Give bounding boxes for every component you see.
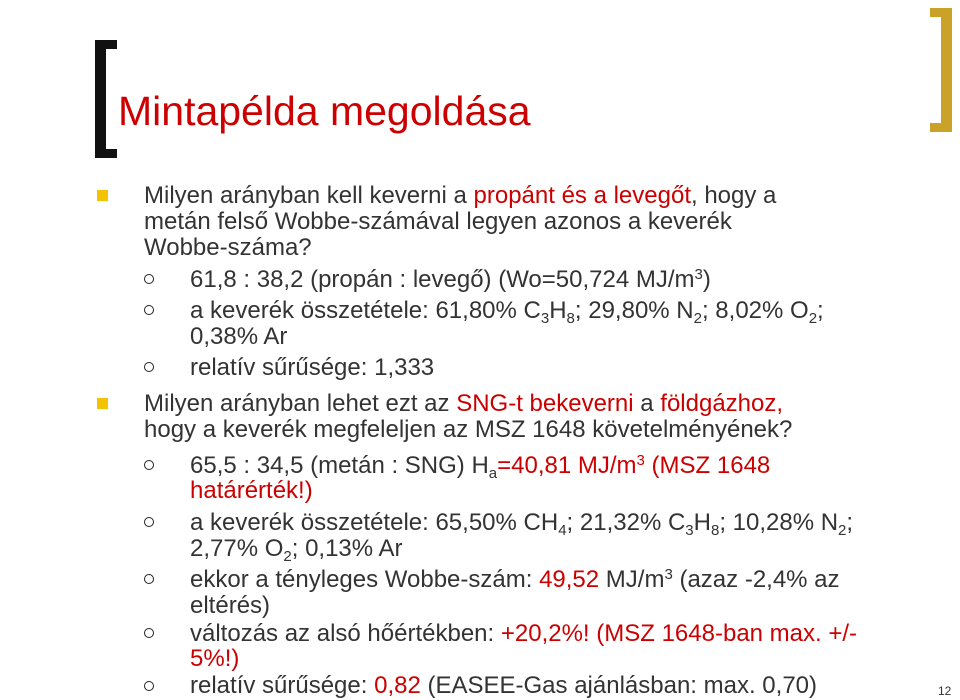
text: ; 29,80% N xyxy=(574,297,694,324)
page-number: 12 xyxy=(938,684,952,698)
right-bracket-decoration xyxy=(930,8,952,132)
text: a keverék összetétele: 61,80% C xyxy=(190,297,541,324)
highlight-propane-air: propánt és a levegőt xyxy=(473,182,691,209)
subscript: 8 xyxy=(566,310,575,327)
text: a xyxy=(633,390,661,417)
sub-bullet-2-line-1 xyxy=(190,297,824,327)
subscript: 3 xyxy=(540,310,550,327)
subscript: 2 xyxy=(808,310,818,327)
sub-bullet-2-line-2: 0,38% Ar xyxy=(190,323,288,350)
text: 2,77% O xyxy=(190,535,284,562)
subscript: 8 xyxy=(710,522,720,539)
sub-bullet-6-line-2: eltérés) xyxy=(190,592,271,619)
text: változás az alsó hőértékben: xyxy=(190,620,501,647)
subscript: 2 xyxy=(838,522,847,539)
sub-bullet-6-line-1 xyxy=(190,566,840,593)
sub-bullet-7-line-1 xyxy=(190,620,857,647)
highlight-natural-gas: földgázhoz, xyxy=(660,390,784,417)
text: ; xyxy=(817,297,824,324)
text: H xyxy=(549,297,567,324)
text: 61,8 : 38,2 (propán : levegő) (Wo=50,724 MJ/m xyxy=(190,266,695,293)
highlight-wobbe-value: 49,52 xyxy=(539,566,600,593)
highlight-sng: SNG-t bekeverni xyxy=(456,390,634,417)
sub-bullet-3: relatív sűrűsége: 1,333 xyxy=(190,354,435,381)
text: (azaz -2,4% az xyxy=(672,566,840,593)
circle-bullet-icon xyxy=(144,305,154,315)
text: ; 0,13% Ar xyxy=(291,535,403,562)
circle-bullet-icon xyxy=(144,460,154,470)
text: ekkor a tényleges Wobbe-szám: xyxy=(190,566,540,593)
highlight-value: =40,81 MJ/m xyxy=(497,452,637,479)
sub-bullet-4-line-2: határérték!) xyxy=(190,477,313,504)
sub-bullet-5-line-1 xyxy=(190,509,854,539)
sub-bullet-4-line-1 xyxy=(190,452,771,482)
text: ; 21,32% C xyxy=(566,509,686,536)
circle-bullet-icon xyxy=(144,362,154,372)
slide-title: Mintapélda megoldása xyxy=(118,88,531,134)
highlight-standard: (MSZ 1648 xyxy=(644,452,771,479)
circle-bullet-icon xyxy=(144,517,154,527)
bullet-1-line-1 xyxy=(144,182,776,209)
subscript: 2 xyxy=(283,548,292,565)
text: relatív sűrűsége: xyxy=(190,672,375,699)
superscript: 3 xyxy=(636,452,645,469)
text: (EASEE-Gas ajánlásban: max. 0,70) xyxy=(420,672,817,699)
subscript: 2 xyxy=(693,310,702,327)
highlight-change: +20,2%! xyxy=(500,620,590,647)
sub-bullet-5-line-2 xyxy=(190,535,403,565)
highlight-density: 0,82 xyxy=(374,672,421,699)
left-bracket-decoration xyxy=(95,40,117,158)
text: ; 10,28% N xyxy=(719,509,839,536)
text: a keverék összetétele: 65,50% CH xyxy=(190,509,559,536)
superscript: 3 xyxy=(694,266,703,283)
text: Milyen arányban lehet ezt az xyxy=(144,390,457,417)
subscript: 4 xyxy=(558,522,567,539)
circle-bullet-icon xyxy=(144,628,154,638)
text: MJ/m xyxy=(599,566,665,593)
sub-bullet-1 xyxy=(190,266,711,293)
bullet-1-line-3: Wobbe-száma? xyxy=(144,234,312,261)
subscript: a xyxy=(488,465,498,482)
circle-bullet-icon xyxy=(144,574,154,584)
bullet-2-line-1 xyxy=(144,390,783,417)
square-bullet-icon xyxy=(97,398,108,409)
text: ; xyxy=(846,509,854,536)
subscript: 3 xyxy=(685,522,694,539)
circle-bullet-icon xyxy=(144,681,154,691)
text: , hogy a xyxy=(691,182,777,209)
bullet-1-line-2: metán felső Wobbe-számával legyen azonos a keverék xyxy=(144,208,732,235)
square-bullet-icon xyxy=(97,190,108,201)
text: 65,5 : 34,5 (metán : SNG) H xyxy=(190,452,489,479)
text: H xyxy=(693,509,711,536)
sub-bullet-8 xyxy=(190,672,817,699)
text: ) xyxy=(702,266,711,293)
bullet-2-line-2: hogy a keverék megfeleljen az MSZ 1648 követelményének? xyxy=(144,416,793,443)
superscript: 3 xyxy=(664,566,673,583)
sub-bullet-7-line-2: 5%!) xyxy=(190,645,240,672)
highlight-standard-limit: (MSZ 1648-ban max. +/- xyxy=(589,620,858,647)
text: ; 8,02% O xyxy=(701,297,809,324)
circle-bullet-icon xyxy=(144,274,154,284)
text: Milyen arányban kell keverni a xyxy=(144,182,474,209)
